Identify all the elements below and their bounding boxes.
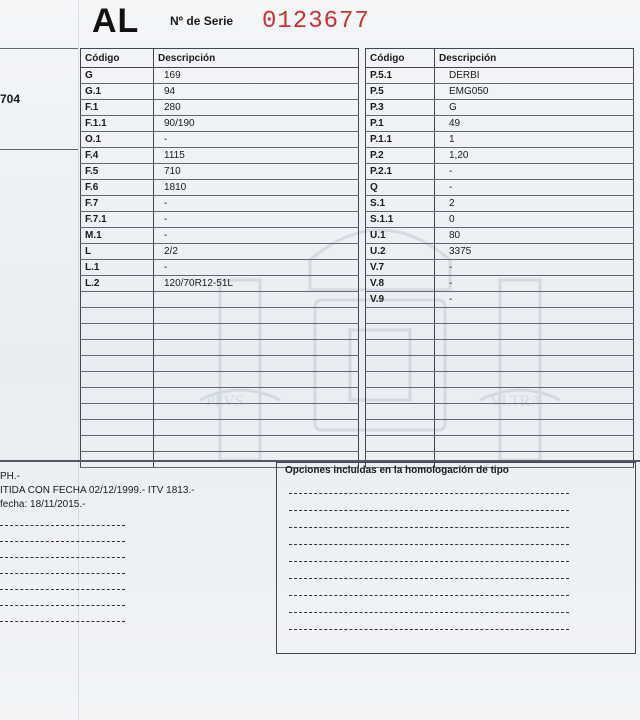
row-code [366,372,435,388]
table-row [366,324,634,340]
table-row [81,260,359,276]
row-description: - [435,180,634,196]
row-code: F.1.1 [81,116,154,132]
row-code [81,404,154,420]
row-description [435,308,634,324]
blank-line [289,493,569,494]
motto-right: VLTRA [490,393,542,410]
blank-line [289,527,569,528]
row-code [81,340,154,356]
row-description [435,404,634,420]
row-code: U.2 [366,244,435,260]
blank-line [289,595,569,596]
table-row [366,100,634,116]
row-code [366,340,435,356]
row-description: DERBI [435,68,634,84]
homologation-options-box [276,462,636,654]
row-description: 94 [154,84,359,100]
table-row [81,244,359,260]
row-code [81,388,154,404]
row-description [154,372,359,388]
table-row [366,388,634,404]
row-code [81,308,154,324]
table-row [366,84,634,100]
row-description [154,356,359,372]
table-row [366,404,634,420]
row-description [154,420,359,436]
table-row [81,228,359,244]
row-code [366,436,435,452]
row-description: 1,20 [435,148,634,164]
table-row [366,292,634,308]
row-code: V.8 [366,276,435,292]
row-code: U.1 [366,228,435,244]
vehicle-type-code: AL [92,2,140,40]
table-row [366,116,634,132]
row-code: P.2 [366,148,435,164]
table-row [81,308,359,324]
table-row [366,228,634,244]
table-row [81,340,359,356]
row-description [154,340,359,356]
row-description [435,356,634,372]
row-description: 90/190 [154,116,359,132]
row-code [366,308,435,324]
observation-line: fecha: 18/11/2015.- [0,499,86,510]
table-row [81,116,359,132]
table-row [366,308,634,324]
table-row [81,372,359,388]
table-row [81,404,359,420]
row-code: L [81,244,154,260]
row-code: V.7 [366,260,435,276]
table-row [366,212,634,228]
row-code: V.9 [366,292,435,308]
table-row [81,164,359,180]
observation-line: ITIDA CON FECHA 02/12/1999.- ITV 1813.- [0,485,195,496]
column-header-description: Descripción [154,49,359,68]
row-code: G [81,68,154,84]
table-row [81,324,359,340]
row-description: 120/70R12-51L [154,276,359,292]
table-row [81,68,359,84]
table-row [81,356,359,372]
row-code [81,436,154,452]
row-code: P.5 [366,84,435,100]
row-code: P.1.1 [366,132,435,148]
table-row [366,148,634,164]
table-row [81,276,359,292]
blank-line [0,605,125,606]
row-code: L.1 [81,260,154,276]
serie-number: 0123677 [262,8,370,35]
row-code: L.2 [81,276,154,292]
table-row [81,132,359,148]
row-code: F.7.1 [81,212,154,228]
serie-label: Nº de Serie [170,14,234,28]
row-code: S.1.1 [366,212,435,228]
table-row [366,132,634,148]
table-row [366,244,634,260]
blank-line [0,573,125,574]
observations-block [0,470,195,512]
column-header-code: Código [366,49,435,68]
row-description: - [154,212,359,228]
row-code [366,420,435,436]
row-description [154,388,359,404]
table-row [366,196,634,212]
table-row [81,212,359,228]
row-description: 80 [435,228,634,244]
row-code: P.1 [366,116,435,132]
table-row [366,180,634,196]
row-description [154,436,359,452]
row-description: 0 [435,212,634,228]
row-description [435,372,634,388]
column-header-description: Descripción [435,49,634,68]
row-description [435,388,634,404]
row-code: F.7 [81,196,154,212]
blank-line [0,541,125,542]
table-row [366,340,634,356]
table-row [366,372,634,388]
row-description: - [154,196,359,212]
row-description: 1115 [154,148,359,164]
row-code: F.1 [81,100,154,116]
row-description [435,324,634,340]
row-code: F.5 [81,164,154,180]
table-row [366,164,634,180]
technical-data-table-right [365,48,634,468]
blank-line [289,612,569,613]
table-row [366,356,634,372]
fold-line [78,0,79,720]
table-row [81,84,359,100]
row-code [81,292,154,308]
row-code: G.1 [81,84,154,100]
blank-line [0,557,125,558]
row-description [154,292,359,308]
table-row [81,180,359,196]
motto-left: PLVS [206,393,244,410]
row-code [81,420,154,436]
row-code [366,356,435,372]
row-description: 169 [154,68,359,84]
blank-line [289,510,569,511]
row-code: P.5.1 [366,68,435,84]
row-description: - [435,292,634,308]
table-row [366,276,634,292]
row-code: M.1 [81,228,154,244]
row-description: - [154,228,359,244]
row-description [154,324,359,340]
row-description [435,420,634,436]
row-description: 280 [154,100,359,116]
table-row [81,420,359,436]
row-description: 49 [435,116,634,132]
row-code: Q [366,180,435,196]
observation-line: PH.- [0,471,20,482]
table-row [366,68,634,84]
column-header-code: Código [81,49,154,68]
row-description: 1810 [154,180,359,196]
technical-data-table-left [80,48,359,468]
blank-line [289,561,569,562]
row-description [435,340,634,356]
table-row [81,196,359,212]
row-description [435,436,634,452]
row-description: 2/2 [154,244,359,260]
table-row [81,292,359,308]
row-code [81,372,154,388]
table-row [366,260,634,276]
row-code: P.2.1 [366,164,435,180]
row-description: 2 [435,196,634,212]
row-code [366,388,435,404]
row-description [154,404,359,420]
row-code: S.1 [366,196,435,212]
row-description: - [154,132,359,148]
row-description: 3375 [435,244,634,260]
row-description: EMG050 [435,84,634,100]
row-description: - [154,260,359,276]
row-description: - [435,276,634,292]
blank-line [289,544,569,545]
row-code: O.1 [81,132,154,148]
row-code: F.6 [81,180,154,196]
table-row [81,436,359,452]
table-row [81,100,359,116]
left-partial-code: 704 [0,92,21,106]
table-row [81,388,359,404]
row-description: - [435,164,634,180]
row-code [81,356,154,372]
row-code [366,404,435,420]
blank-line [289,629,569,630]
blank-line [0,621,125,622]
row-code: P.3 [366,100,435,116]
row-code: F.4 [81,148,154,164]
blank-line [0,589,125,590]
row-code [81,324,154,340]
row-description [154,308,359,324]
row-description: 1 [435,132,634,148]
blank-line [0,525,125,526]
table-row [366,436,634,452]
blank-line [289,578,569,579]
table-row [81,148,359,164]
row-description: 710 [154,164,359,180]
options-title: Opciones incluidas en la homologación de tipo [285,465,509,476]
row-code [366,324,435,340]
table-row [366,420,634,436]
row-description: G [435,100,634,116]
row-description: - [435,260,634,276]
